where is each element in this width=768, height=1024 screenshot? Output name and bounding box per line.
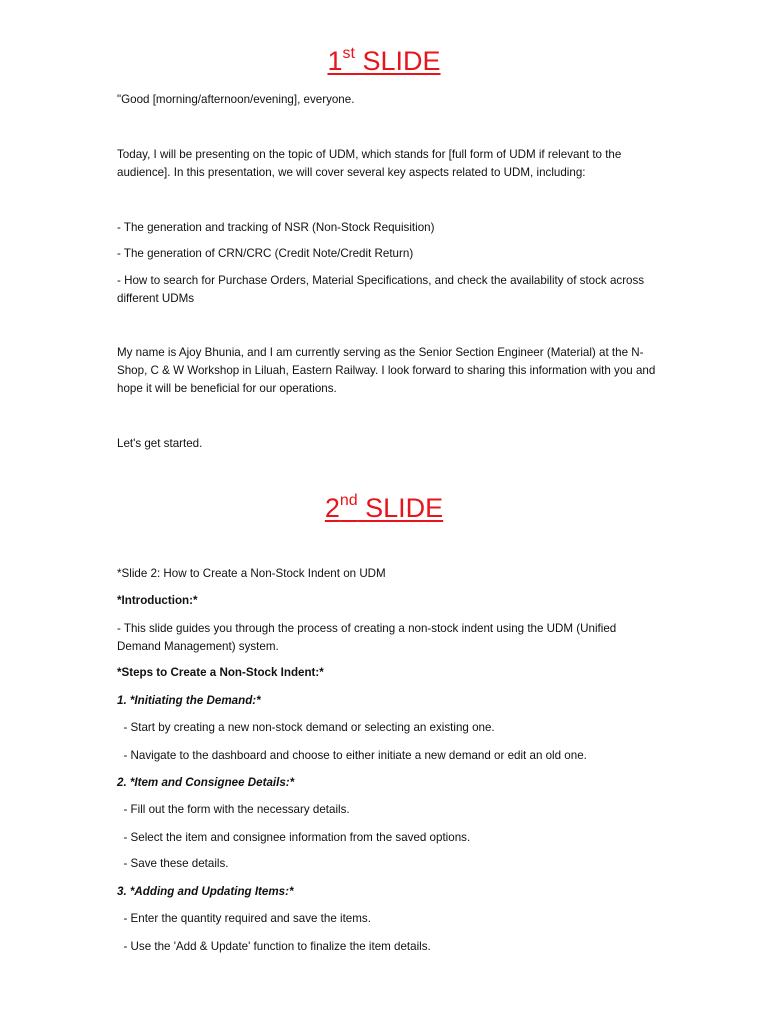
slide2-step2-item-1: - Fill out the form with the necessary details. xyxy=(117,803,350,816)
slide2-step1-item-1: - Start by creating a new non-stock demand or selecting an existing one. xyxy=(117,721,495,734)
slide1-heading-number: 1 xyxy=(327,46,343,76)
slide2-heading xyxy=(0,493,768,523)
slide1-greeting: "Good [morning/afternoon/evening], everyone. xyxy=(117,93,355,106)
slide2-step3-item-2: - Use the 'Add & Update' function to finalize the item details. xyxy=(117,940,431,953)
slide2-heading-number: 2 xyxy=(324,493,340,523)
slide2-step2-item-3: - Save these details. xyxy=(117,857,229,870)
slide2-heading-word: SLIDE xyxy=(357,493,444,523)
slide2-introduction-text: - This slide guides you through the process of creating a non-stock indent using the UDM (Unified Demand Management) system. xyxy=(117,622,620,653)
slide2-step2-title: 2. *Item and Consignee Details:* xyxy=(117,776,295,789)
slide1-intro: Today, I will be presenting on the topic of UDM, which stands for [full form of UDM if relevant to the audience]. In this presentation, we will cover several key aspects related to UDM, including: xyxy=(117,148,625,179)
slide1-bullet-1: - The generation and tracking of NSR (Non-Stock Requisition) xyxy=(117,221,435,234)
slide2-steps-label: *Steps to Create a Non-Stock Indent:* xyxy=(117,666,324,679)
slide2-step1-item-2: - Navigate to the dashboard and choose to either initiate a new demand or edit an old one. xyxy=(117,749,587,762)
slide2-introduction-label: *Introduction:* xyxy=(117,594,198,607)
slide2-heading-ordinal: nd xyxy=(339,492,358,509)
slide1-bullet-2: - The generation of CRN/CRC (Credit Note/Credit Return) xyxy=(117,247,414,260)
slide1-bullet-3: - How to search for Purchase Orders, Material Specifications, and check the availability of stock across different UDMs xyxy=(117,274,648,305)
slide1-heading-ordinal: st xyxy=(342,45,355,62)
slide1-heading xyxy=(0,46,768,76)
slide2-step2-item-2: - Select the item and consignee information from the saved options. xyxy=(117,831,471,844)
slide2-subtitle: *Slide 2: How to Create a Non-Stock Indent on UDM xyxy=(117,567,386,580)
slide1-heading-word: SLIDE xyxy=(354,46,441,76)
slide2-step3-title: 3. *Adding and Updating Items:* xyxy=(117,885,294,898)
slide1-about: My name is Ajoy Bhunia, and I am currently serving as the Senior Section Engineer (Material) at the N-Shop, C & W Workshop in Liluah, Eastern Railway. I look forward to sharing this information with you and hope it will be beneficial for our operations. xyxy=(117,346,659,395)
slide2-step3-item-1: - Enter the quantity required and save the items. xyxy=(117,912,371,925)
slide2-step1-title: 1. *Initiating the Demand:* xyxy=(117,694,261,707)
slide1-closing: Let's get started. xyxy=(117,437,203,450)
